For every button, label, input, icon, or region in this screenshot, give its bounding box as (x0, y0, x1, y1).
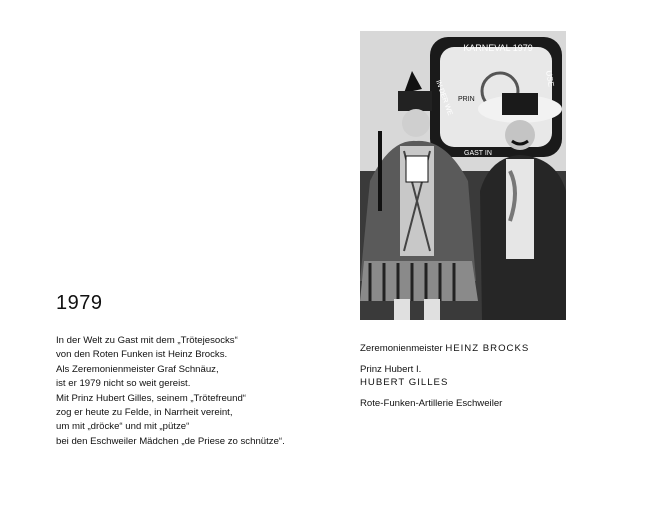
caption-ceremony-master (360, 342, 620, 355)
poem-line: von den Roten Funken ist Heinz Brocks. (56, 349, 228, 361)
poem-line: Als Zeremonienmeister Graf Schnäuz, (56, 363, 219, 375)
caption-prince-title: Prinz Hubert I. (360, 364, 422, 375)
banner-left-text: IN DER WE (434, 79, 454, 117)
poem-line: ist er 1979 nicht so weit gereist. (56, 378, 191, 390)
caption-club: Rote-Funken-Artillerie Eschweiler (360, 398, 503, 409)
banner-bottom-text: GAST IN (464, 150, 492, 157)
caption-name-hubert-gilles: HUBERT GILLES (360, 377, 449, 388)
poem-line: um mit „dröcke“ und mit „pütze“ (56, 421, 190, 433)
carnival-photo (360, 31, 566, 320)
caption-name-heinz-brocks: HEINZ BROCKS (445, 343, 530, 354)
poem-line: zog er heute zu Felde, in Narrheit vereint, (56, 407, 233, 419)
poem-line: In der Welt zu Gast mit dem „Trötejesocks“ (56, 335, 238, 346)
poem-line: bei den Eschweiler Mädchen „de Priese zo schnütze“. (56, 435, 285, 447)
poem-text (56, 334, 356, 449)
caption-role: Zeremonienmeister (360, 343, 446, 354)
caption-prince (360, 363, 620, 389)
banner-mid-text: PRIN (458, 96, 475, 103)
year-heading: 1979 (56, 292, 103, 314)
photo-captions (360, 342, 620, 410)
banner-right-text: USE (544, 69, 556, 88)
banner (430, 37, 562, 157)
poem-line: Mit Prinz Hubert Gilles, seinem „Trötefreund“ (56, 392, 246, 404)
banner-title: KARNEVAL 1979 (463, 43, 533, 53)
